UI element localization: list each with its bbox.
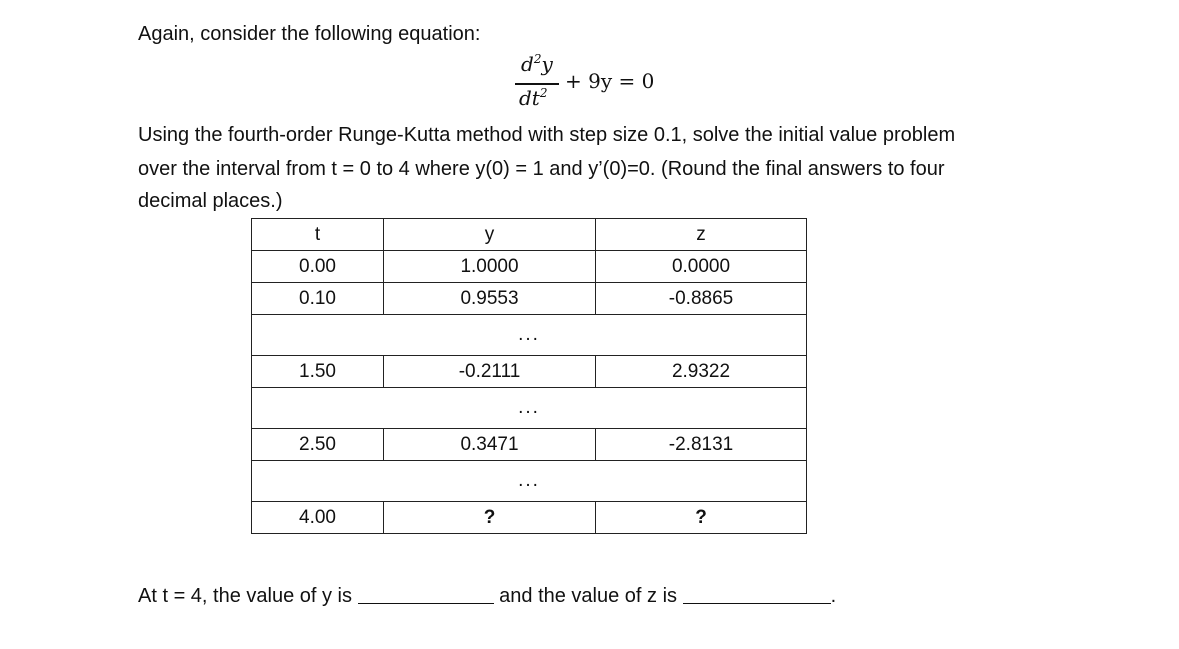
rk4-results-table: [251, 218, 807, 534]
table-ellipsis-row: [252, 461, 807, 502]
answer-prefix: At t = 4, the value of y is: [138, 585, 353, 607]
z-answer-blank[interactable]: [683, 583, 831, 604]
ellipsis-cell: ...: [252, 388, 807, 429]
table-row: [252, 502, 807, 534]
cell-t: 1.50: [252, 356, 384, 388]
table-header-row: [252, 219, 807, 251]
problem-line-2: over the interval from t = 0 to 4 where y(0) = 1 and y’(0)=0. (Round the final answers to four: [138, 158, 945, 180]
cell-y: 1.0000: [384, 251, 596, 283]
table-row: [252, 429, 807, 461]
cell-y: 0.3471: [384, 429, 596, 461]
ellipsis-cell: ...: [252, 461, 807, 502]
ellipsis-cell: ...: [252, 315, 807, 356]
table-row: [252, 251, 807, 283]
cell-t: 0.10: [252, 283, 384, 315]
cell-z: -2.8131: [596, 429, 807, 461]
cell-z: 2.9322: [596, 356, 807, 388]
cell-t: 2.50: [252, 429, 384, 461]
cell-y: 0.9553: [384, 283, 596, 315]
cell-y: -0.2111: [384, 356, 596, 388]
intro-text: Again, consider the following equation:: [138, 23, 481, 45]
fraction-bar: [515, 83, 559, 85]
header-z: z: [596, 219, 807, 251]
cell-z-unknown: ?: [596, 502, 807, 534]
table-ellipsis-row: [252, 388, 807, 429]
answer-sentence: [138, 583, 836, 608]
fraction-numerator: $d^2y$: [521, 52, 553, 76]
cell-z: 0.0000: [596, 251, 807, 283]
problem-line-3: decimal places.): [138, 190, 283, 212]
cell-t: 0.00: [252, 251, 384, 283]
equation-rhs: + 9y = 0: [565, 69, 655, 93]
fraction-denominator: $dt^2$: [519, 86, 548, 110]
y-answer-blank[interactable]: [358, 583, 494, 604]
cell-t: 4.00: [252, 502, 384, 534]
table-ellipsis-row: [252, 315, 807, 356]
answer-suffix: .: [830, 585, 837, 607]
cell-z: -0.8865: [596, 283, 807, 315]
header-t: t: [252, 219, 384, 251]
cell-y-unknown: ?: [384, 502, 596, 534]
problem-line-1: Using the fourth-order Runge-Kutta method with step size 0.1, solve the initial value problem: [138, 124, 956, 146]
table-row: [252, 283, 807, 315]
answer-middle: and the value of z is: [499, 585, 678, 607]
header-y: y: [384, 219, 596, 251]
table-row: [252, 356, 807, 388]
